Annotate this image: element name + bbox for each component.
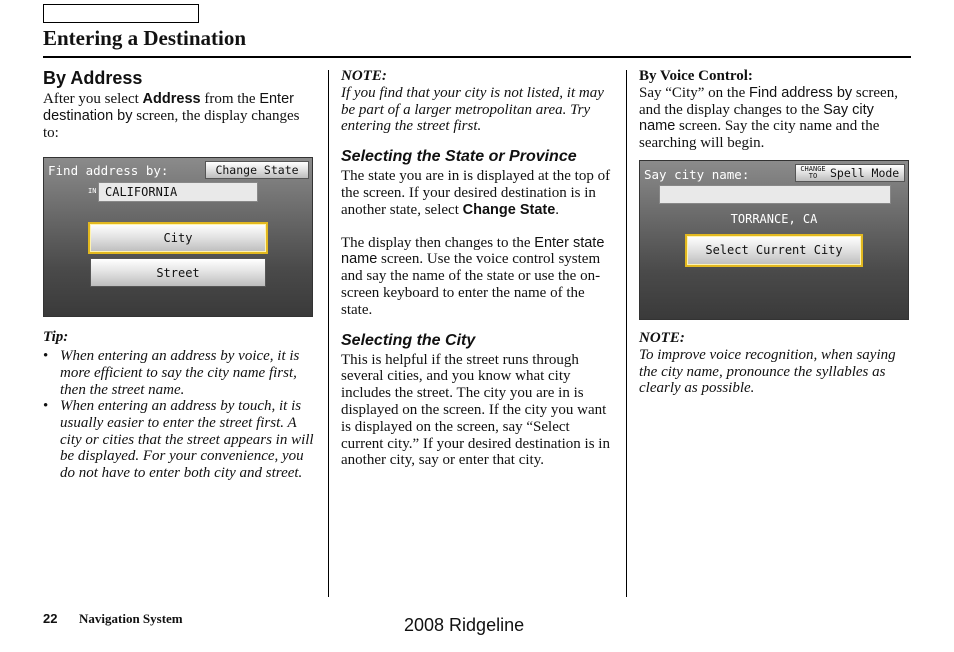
address-term: Address: [142, 91, 201, 107]
tip-item: • When entering an address by touch, it is usually easier to enter the street first. A city or cities that the street appears in will be displayed. For your convenience, you do not have to enter both city and street.: [43, 398, 314, 482]
select-current-city-button[interactable]: Select Current City: [685, 234, 863, 267]
state-paragraph-2: The display then changes to the Enter state name screen. Use the voice control system and say the name of the state or use the on-screen keyboard to enter the name of the state.: [341, 234, 605, 318]
column-divider-2: [626, 70, 627, 597]
find-address-screen: [43, 157, 313, 317]
title-rule: [43, 56, 911, 58]
note-text: If you find that your city is not listed, it may be part of a larger metropolitan area. Try entering the street first.: [341, 84, 604, 135]
spell-mode-label: Spell Mode: [830, 165, 900, 180]
state-paragraph-1: The state you are in is displayed at the top of the screen. If your desired destination is in another state, select Change State.: [341, 168, 611, 218]
say-city-name-screen: [639, 160, 909, 320]
voice-control-paragraph: Say “City” on the Find address by screen, and the display changes to the Say city name screen. Say the city name and the searching will begin.: [639, 84, 898, 152]
say-city-name-term: Say city name: [639, 101, 874, 135]
say-city-name-title: Say city name:: [644, 166, 750, 182]
page-number: 22: [43, 611, 58, 626]
column-2: [341, 68, 613, 469]
enter-destination-term: Enter destination by: [43, 91, 294, 124]
change-to-label: CHANGE TO: [800, 164, 826, 180]
page-title: Entering a Destination: [43, 26, 247, 50]
change-state-button[interactable]: Change State: [205, 161, 309, 179]
find-address-title: Find address by:: [48, 163, 169, 179]
state-heading: Selecting the State or Province: [341, 148, 577, 166]
enter-state-name-term: Enter state name: [341, 234, 605, 268]
by-address-heading: By Address: [43, 68, 143, 88]
city-paragraph: This is helpful if the street runs through several cities, and you know what city includes the street. The city you are in is displayed on the screen. If the city you want is displayed on the screen, say “Select current city.” If your desired destination is in another city, say or enter that city.: [341, 351, 610, 469]
footer-model: 2008 Ridgeline: [404, 615, 525, 635]
city-button[interactable]: City: [88, 222, 268, 254]
state-field[interactable]: CALIFORNIA: [98, 182, 258, 202]
change-state-term: Change State: [462, 201, 556, 218]
bullet-icon: •: [43, 398, 49, 415]
column-divider-1: [328, 70, 329, 597]
header-tab-box: [43, 4, 199, 23]
note-label: NOTE:: [341, 68, 387, 84]
column-3: [639, 68, 911, 397]
find-address-by-term: Find address by: [748, 84, 853, 101]
city-name-field[interactable]: [659, 185, 891, 204]
street-button[interactable]: Street: [90, 258, 266, 287]
city-heading: Selecting the City: [341, 331, 476, 349]
column-1: [43, 68, 315, 482]
note-text-2: To improve voice recognition, when saying the city name, pronounce the syllables as clearly as possible.: [639, 346, 896, 397]
voice-control-heading: By Voice Control:: [639, 68, 753, 84]
tips-list: [43, 348, 315, 482]
current-city-label: TORRANCE, CA: [730, 211, 818, 226]
spell-mode-button[interactable]: [795, 164, 905, 182]
footer-section: Navigation System: [79, 611, 183, 626]
note-label-2: NOTE:: [639, 329, 685, 346]
by-address-intro: After you select Address from the Enter destination by screen, the display changes to:: [43, 91, 300, 141]
in-label: IN: [88, 187, 97, 196]
tip-item: • When entering an address by voice, it is more efficient to say the city name first, then the street name.: [43, 348, 300, 398]
bullet-icon: •: [43, 348, 49, 365]
tip-label: Tip:: [43, 329, 69, 346]
